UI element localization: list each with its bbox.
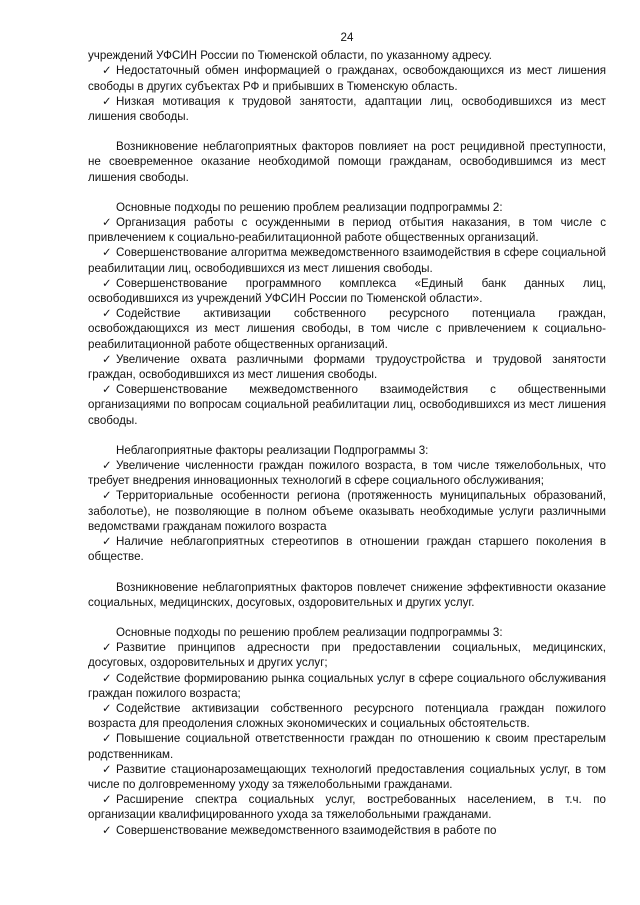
check-mark-icon: ✓ [102,94,112,108]
check-mark-icon: ✓ [102,246,112,260]
paragraph: Основные подходы по решению проблем реализации подпрограммы 2: [116,200,503,214]
paragraph-gap [88,428,606,443]
paragraph: Возникновение неблагоприятных факторов повлечет снижение эффективности оказание социальных, медицинских, досуговых, оздоровительных и других услуг. [88,580,606,609]
checklist-item [88,352,606,382]
checklist-item [88,731,606,761]
checklist-item-text: Совершенствование программного комплекса «Единый банк данных лиц, освободившихся из учреждений УФСИН России по Тюменской области». [88,276,606,306]
paragraph: Возникновение неблагоприятных факторов повлияет на рост рецидивной преступности, не своевременное оказание необходимой помощи гражданам, освободившимся из мест лишения свободы. [88,140,606,184]
checklist-item [88,245,606,275]
checklist-item-text: Расширение спектра социальных услуг, востребованных населением, в т.ч. по организации квалифицированного ухода за тяжелобольными гражданами. [88,793,606,822]
checklist-item-text: Увеличение численности граждан пожилого возраста, в том числе тяжелобольных, что требует внедрения инновационных технологий в сфере социального обслуживания; [88,459,606,488]
checklist-item-text: Организация работы с осужденными в период отбытия наказания, в том числе с привлечением к социально-реабилитационной работе общественных организаций. [88,216,606,245]
check-mark-icon: ✓ [102,641,112,655]
continuation-text: учреждений УФСИН России по Тюменской области, по указанному адресу. [88,49,492,63]
paragraph-gap [88,565,606,580]
checklist-item-text: Увеличение охвата различными формами трудоустройства и трудовой занятости граждан, освободившихся из мест лишения свободы. [88,352,606,382]
check-mark-icon: ✓ [102,383,112,397]
check-mark-icon: ✓ [102,489,112,503]
checklist-item-text: Содействие активизации собственного ресурсного потенциала граждан пожилого возраста для преодоления сложных экономических и социальных обстоятельств. [88,701,606,731]
checklist-item-text: Совершенствование межведомственного взаимодействия с общественными организациями по вопросам социальной реабилитации лиц, освободившихся из мест лишения свободы. [88,383,606,427]
page-number: 24 [340,31,354,44]
checklist-item-text: Территориальные особенности региона (протяженность муниципальных образований, заболотье), не позволяющие в полном объеме оказывать необходимые услуги различными ведомствами гражданам пожилого возраста [88,489,606,533]
checklist-item [88,640,606,670]
check-mark-icon: ✓ [102,216,112,230]
checklist-item [88,458,606,488]
checklist-item-text: Развитие принципов адресности при предоставлении социальных, медицинских, досуговых, оздоровительных и других услуг; [88,641,606,670]
checklist-item-text: Наличие неблагоприятных стереотипов в отношении граждан старшего поколения в обществе. [88,535,606,564]
checklist-item-text: Совершенствование алгоритма межведомственного взаимодействия в сфере социальной реабилитации лиц, освободившихся из мест лишения свободы. [88,246,606,275]
checklist-item-text: Низкая мотивация к трудовой занятости, адаптации лиц, освободившихся из мест лишения свободы. [88,94,606,124]
checklist-item [88,762,606,792]
check-mark-icon: ✓ [102,459,112,473]
check-mark-icon: ✓ [102,352,112,366]
checklist-item-text: Недостаточный обмен информацией о гражданах, освобождающихся из мест лишения свободы в других субъектах РФ и прибывших в Тюменскую область. [88,64,606,93]
paragraph: Неблагоприятные факторы реализации Подпрограммы 3: [116,443,429,457]
checklist-item [88,701,606,731]
check-mark-icon: ✓ [102,307,112,321]
checklist-item [88,823,606,838]
checklist-item [88,94,606,124]
paragraph-gap [88,610,606,625]
check-mark-icon: ✓ [102,671,112,685]
checklist-item [88,215,606,245]
page-content [88,48,606,838]
check-mark-icon: ✓ [102,701,112,715]
paragraph-gap [88,185,606,200]
checklist-item [88,63,606,93]
check-mark-icon: ✓ [102,535,112,549]
checklist-item [88,792,606,822]
checklist-item-text: Содействие формированию рынка социальных услуг в сфере социального обслуживания граждан пожилого возраста; [88,671,606,700]
paragraph-gap [88,124,606,139]
checklist-item [88,382,606,428]
check-mark-icon: ✓ [102,793,112,807]
checklist-item-text: Развитие стационарозамещающих технологий предоставления социальных услуг, в том числе по долговременному уходу за тяжелобольными гражданами. [88,762,606,791]
check-mark-icon: ✓ [102,276,112,290]
paragraph: Основные подходы по решению проблем реализации подпрограммы 3: [116,625,503,639]
check-mark-icon: ✓ [102,762,112,776]
checklist-item [88,534,606,564]
checklist-item [88,276,606,306]
checklist-item [88,306,606,352]
check-mark-icon: ✓ [102,823,112,837]
checklist-item [88,488,606,534]
checklist-item-text: Совершенствование межведомственного взаимодействия в работе по [116,823,497,837]
checklist-item [88,671,606,701]
checklist-item-text: Содействие активизации собственного ресурсного потенциала граждан, освобождающихся из мест лишения свободы, в том числе с привлечением к социально-реабилитационной работе общественных организаций. [88,307,606,351]
check-mark-icon: ✓ [102,64,112,78]
check-mark-icon: ✓ [102,732,112,746]
checklist-item-text: Повышение социальной ответственности граждан по отношению к своим престарелым родственникам. [88,732,606,761]
